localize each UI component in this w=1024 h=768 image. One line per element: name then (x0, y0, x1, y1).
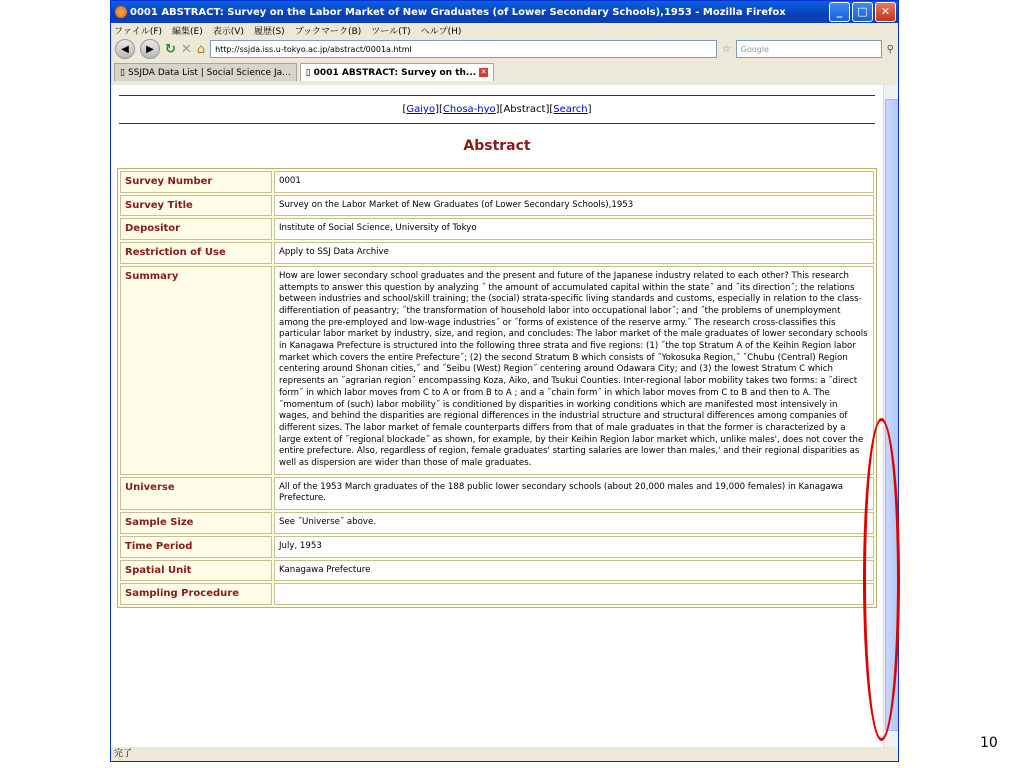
row-label: Spatial Unit (120, 560, 272, 582)
table-row (120, 536, 874, 558)
tab-label: 0001 ABSTRACT: Survey on th... (313, 67, 477, 78)
row-label: Survey Number (120, 171, 272, 193)
tab-strip (111, 61, 898, 81)
link-gaiyo[interactable]: Gaiyo (406, 104, 436, 115)
link-chosa-hyo[interactable]: Chosa-hyo (442, 104, 496, 115)
tab-label: SSJDA Data List | Social Science Ja... (127, 67, 291, 78)
link-search[interactable]: Search (553, 104, 588, 115)
home-icon[interactable]: ⌂ (196, 41, 206, 57)
row-label: Sampling Procedure (120, 583, 272, 605)
row-value: All of the 1953 March graduates of the 188 public lower secondary schools (about 20,000 males and 19,000 females) in Kanagawa Prefecture. (274, 477, 874, 510)
status-bar (111, 747, 899, 761)
table-row (120, 266, 874, 475)
table-row (120, 477, 874, 510)
row-value: July, 1953 (274, 536, 874, 558)
url-text: http://ssjda.iss.u-tokyo.ac.jp/abstract/0001a.html (215, 44, 412, 54)
tab-abstract[interactable] (300, 63, 494, 81)
menu-help[interactable]: ヘルプ(H) (420, 26, 462, 37)
reload-icon[interactable]: ↻ (165, 41, 176, 57)
row-label: Depositor (120, 218, 272, 240)
row-value: How are lower secondary school graduates and the present and future of the Japanese industry related to each other? This research attempts to answer this question by analyzing ˝ the amount of accumulated capital within the state˝ and ˝its direction˝; the relations between industries and school/skill training; the (social) strata-specific living standards and customs, especially in relation to the class-differentiation of peasantry; ˝the transformation of household labor into occupational labor˝; and ˝the problems of unemployment among the pre-employed and low-wage industries˝ or ˝forms of existence of the reserve army.˝ The research cross-classifies this particular labor market by industry, size, and region, and concludes: The labor market of the male graduates of lower secondary schools in Kanagawa Prefecture is structured into the following three strata and five regions: (1) ˝the top Stratum A of the Keihin Region labor market which covers the entire Prefecture˝; (2) the second Stratum B which consists of ˝Yokosuka Region,˝ ˝Chubu (Central) Region centering around Shonan cities,˝ and ˝Seibu (West) Region˝ centering around Odawara City; and (3) the lowest Stratum C which represents an ˝agrarian region˝ encompassing Koza, Aiko, and Tsukui Counties. Inter-regional labor mobility takes two forms: a ˝direct form˝ in which labor moves from C to A or from B to A ; and a ˝chain form˝ in which labor moves from C to B and then to A. The ˝momentum of (such) labor mobility˝ is conditioned by disparities in working conditions which are manifested most intensively in wages, and behind the disparities are regional differences in the industrial structure and structural differences among companies of different sizes. The labor market of female counterparts differs from that of male graduates in that the former is characterized by a large extent of ˝regional blockade˝ as shown, for example, by their Keihin Region labor market which, unlike males', does not cover the entire prefecture. Also, regardless of region, female graduates' starting salaries are lower than males,' and their regional disparities as well as dispersion are wider than those of male graduates. (274, 266, 874, 475)
menu-history[interactable]: 履歴(S) (253, 26, 285, 37)
row-value (274, 583, 874, 605)
table-row (120, 195, 874, 217)
window-title: 0001 ABSTRACT: Survey on the Labor Market of New Graduates (of Lower Secondary Schools),1953 - Mozilla Firefox (130, 6, 786, 18)
browser-window (110, 0, 899, 762)
row-label: Universe (120, 477, 272, 510)
table-row (120, 512, 874, 534)
menu-bookmarks[interactable]: ブックマーク(B) (294, 26, 362, 37)
menu-tools[interactable]: ツール(T) (371, 26, 411, 37)
menu-view[interactable]: 表示(V) (212, 26, 244, 37)
table-row (120, 242, 874, 264)
title-bar (111, 1, 898, 23)
url-bar[interactable] (210, 40, 717, 58)
page-icon: ▯ (305, 67, 311, 78)
menu-edit[interactable]: 編集(E) (172, 26, 203, 37)
navigation-toolbar (111, 37, 898, 61)
row-label: Summary (120, 266, 272, 475)
row-label: Survey Title (120, 195, 272, 217)
highlight-annotation (863, 418, 900, 741)
maximize-button[interactable]: □ (852, 2, 873, 22)
row-value: See ˝Universe˝ above. (274, 512, 874, 534)
tab-ssjda-data-list[interactable] (114, 63, 297, 81)
page-icon: ▯ (120, 67, 125, 78)
row-value: Institute of Social Science, University of Tokyo (274, 218, 874, 240)
slide-page-number: 10 (980, 735, 998, 751)
abstract-table (117, 168, 877, 608)
close-tab-icon[interactable]: ✕ (480, 68, 487, 76)
row-value: Kanagawa Prefecture (274, 560, 874, 582)
stop-icon[interactable]: ✕ (180, 41, 192, 57)
breadcrumb: [Gaiyo][Chosa-hyo][Abstract][Search] (402, 104, 592, 115)
forward-button[interactable]: ▶ (140, 39, 160, 59)
row-label: Sample Size (120, 512, 272, 534)
current-abstract: Abstract (503, 104, 546, 115)
row-label: Time Period (120, 536, 272, 558)
bookmark-star-icon[interactable]: ☆ (721, 43, 731, 55)
page-content (111, 85, 883, 747)
status-text: 完了 (114, 749, 133, 759)
table-row (120, 560, 874, 582)
row-value: Apply to SSJ Data Archive (274, 242, 874, 264)
search-icon[interactable]: ⚲ (886, 43, 894, 55)
row-value: Survey on the Labor Market of New Graduates (of Lower Secondary Schools),1953 (274, 195, 874, 217)
close-button[interactable]: ✕ (875, 2, 896, 22)
row-label: Restriction of Use (120, 242, 272, 264)
search-input[interactable] (736, 40, 882, 58)
row-value: 0001 (274, 171, 874, 193)
divider (119, 123, 875, 124)
firefox-icon (115, 6, 127, 18)
menu-file[interactable]: ファイル(F) (114, 26, 163, 37)
back-button[interactable]: ◀ (115, 39, 135, 59)
search-placeholder: Google (740, 44, 769, 54)
minimize-button[interactable]: _ (829, 2, 850, 22)
table-row (120, 583, 874, 605)
page-title: Abstract (463, 138, 531, 154)
table-row (120, 218, 874, 240)
table-row (120, 171, 874, 193)
menu-bar (111, 23, 898, 37)
